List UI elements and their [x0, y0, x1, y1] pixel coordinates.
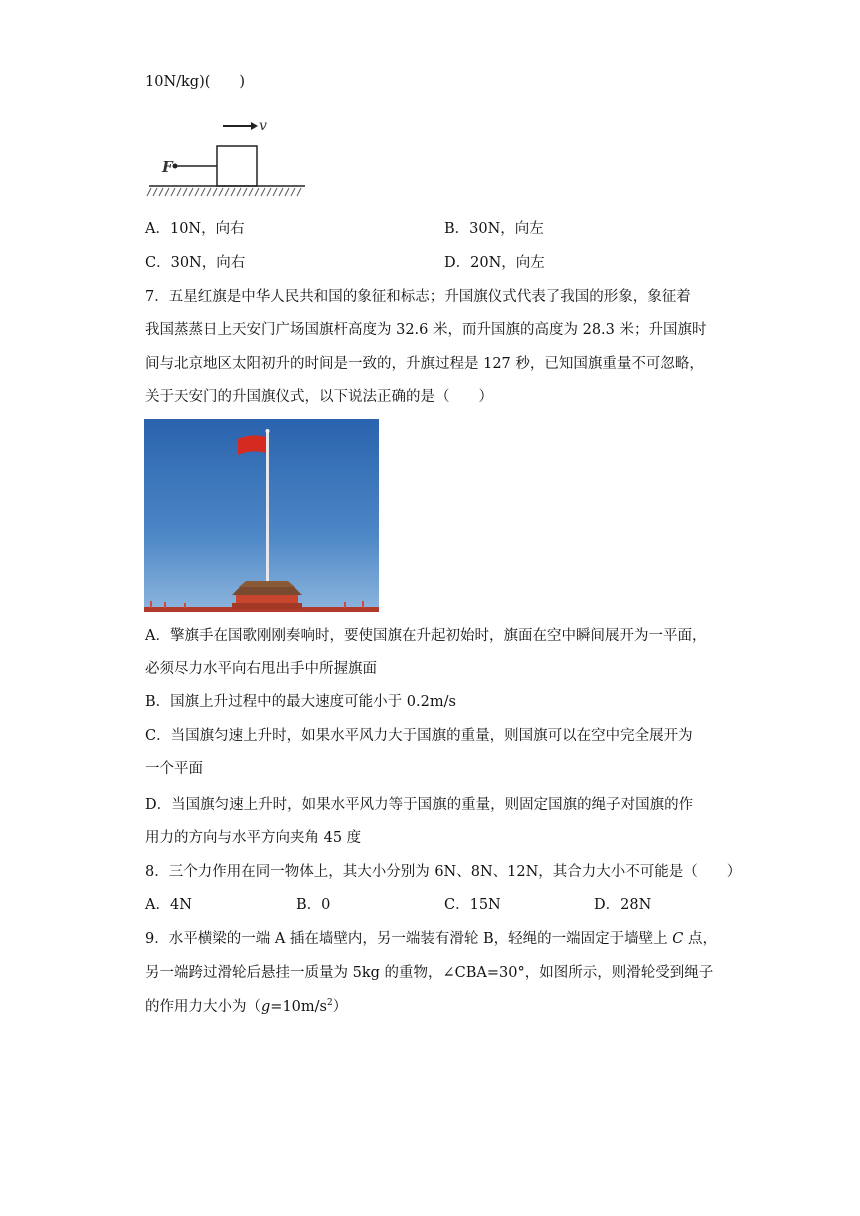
q6-option-b[interactable]: B．30N，向左	[444, 221, 544, 237]
flag-photo	[144, 419, 379, 616]
q7-option-c-line-1[interactable]: C．当国旗匀速上升时，如果水平风力大于国旗的重量，则国旗可以在空中完全展开为	[145, 728, 693, 744]
q9-stem-line-1	[145, 929, 717, 949]
q8-option-d[interactable]: D．28N	[594, 897, 652, 913]
q8-option-b[interactable]: B．0	[296, 897, 331, 913]
q9-line3-text-b: =10m/s	[270, 999, 327, 1015]
q8-option-c[interactable]: C．15N	[444, 897, 501, 913]
q9-point-c: C	[672, 931, 684, 947]
q7-option-a-line-2[interactable]: 必须尽力水平向右甩出手中所握旗面	[145, 661, 377, 677]
block-force-figure	[145, 108, 315, 210]
q6-option-d[interactable]: D．20N，向左	[444, 255, 545, 271]
q6-option-c[interactable]: C．30N，向右	[145, 255, 246, 271]
q7-stem-line-2: 我国蒸蒸日上天安门广场国旗杆高度为 32.6 米，而升国旗的高度为 28.3 米；升国旗时	[145, 322, 707, 338]
q7-option-d-line-1[interactable]: D．当国旗匀速上升时，如果水平风力等于国旗的重量，则固定国旗的绳子对国旗的作	[145, 797, 694, 813]
q7-option-a-line-1[interactable]: A．擎旗手在国歌刚刚奏响时，要使国旗在升起初始时，旗面在空中瞬间展开为一平面，	[145, 628, 707, 644]
force-label: F	[162, 158, 173, 176]
q6-stem-tail: 10N/kg)( )	[145, 74, 246, 90]
q7-option-b[interactable]: B．国旗上升过程中的最大速度可能小于 0.2m/s	[145, 694, 456, 710]
q9-g-symbol: g	[261, 999, 271, 1015]
q9-line1-text-b: 点，	[683, 931, 718, 947]
q7-option-d-line-2[interactable]: 用力的方向与水平方向夹角 45 度	[145, 830, 362, 846]
q9-stem-line-3	[145, 997, 347, 1017]
q7-stem-line-1: 7．五星红旗是中华人民共和国的象征和标志；升国旗仪式代表了我国的形象，象征着	[145, 289, 691, 305]
q7-stem-line-4: 关于天安门的升国旗仪式，以下说法正确的是（ ）	[145, 389, 493, 405]
q9-line3-text-a: 的作用力大小为（	[145, 999, 261, 1015]
velocity-label: v	[259, 118, 267, 134]
q8-stem: 8．三个力作用在同一物体上，其大小分别为 6N、8N、12N，其合力大小不可能是（ ）	[145, 864, 742, 880]
q9-line3-text-c: ）	[332, 999, 348, 1015]
q8-option-a[interactable]: A．4N	[145, 897, 192, 913]
q9-line1-text-a: 9．水平横梁的一端 A 插在墙壁内，另一端装有滑轮 B，轻绳的一端固定于墙壁上	[145, 931, 673, 947]
q6-option-a[interactable]: A．10N，向右	[145, 221, 245, 237]
q9-superscript: 2	[326, 998, 333, 1008]
q7-stem-line-3: 间与北京地区太阳初升的时间是一致的，升旗过程是 127 秒，已知国旗重量不可忽略，	[145, 356, 704, 372]
q7-option-c-line-2[interactable]: 一个平面	[145, 761, 203, 777]
q9-stem-line-2: 另一端跨过滑轮后悬挂一质量为 5kg 的重物，∠CBA=30°，如图所示，则滑轮受到绳子	[145, 965, 714, 981]
